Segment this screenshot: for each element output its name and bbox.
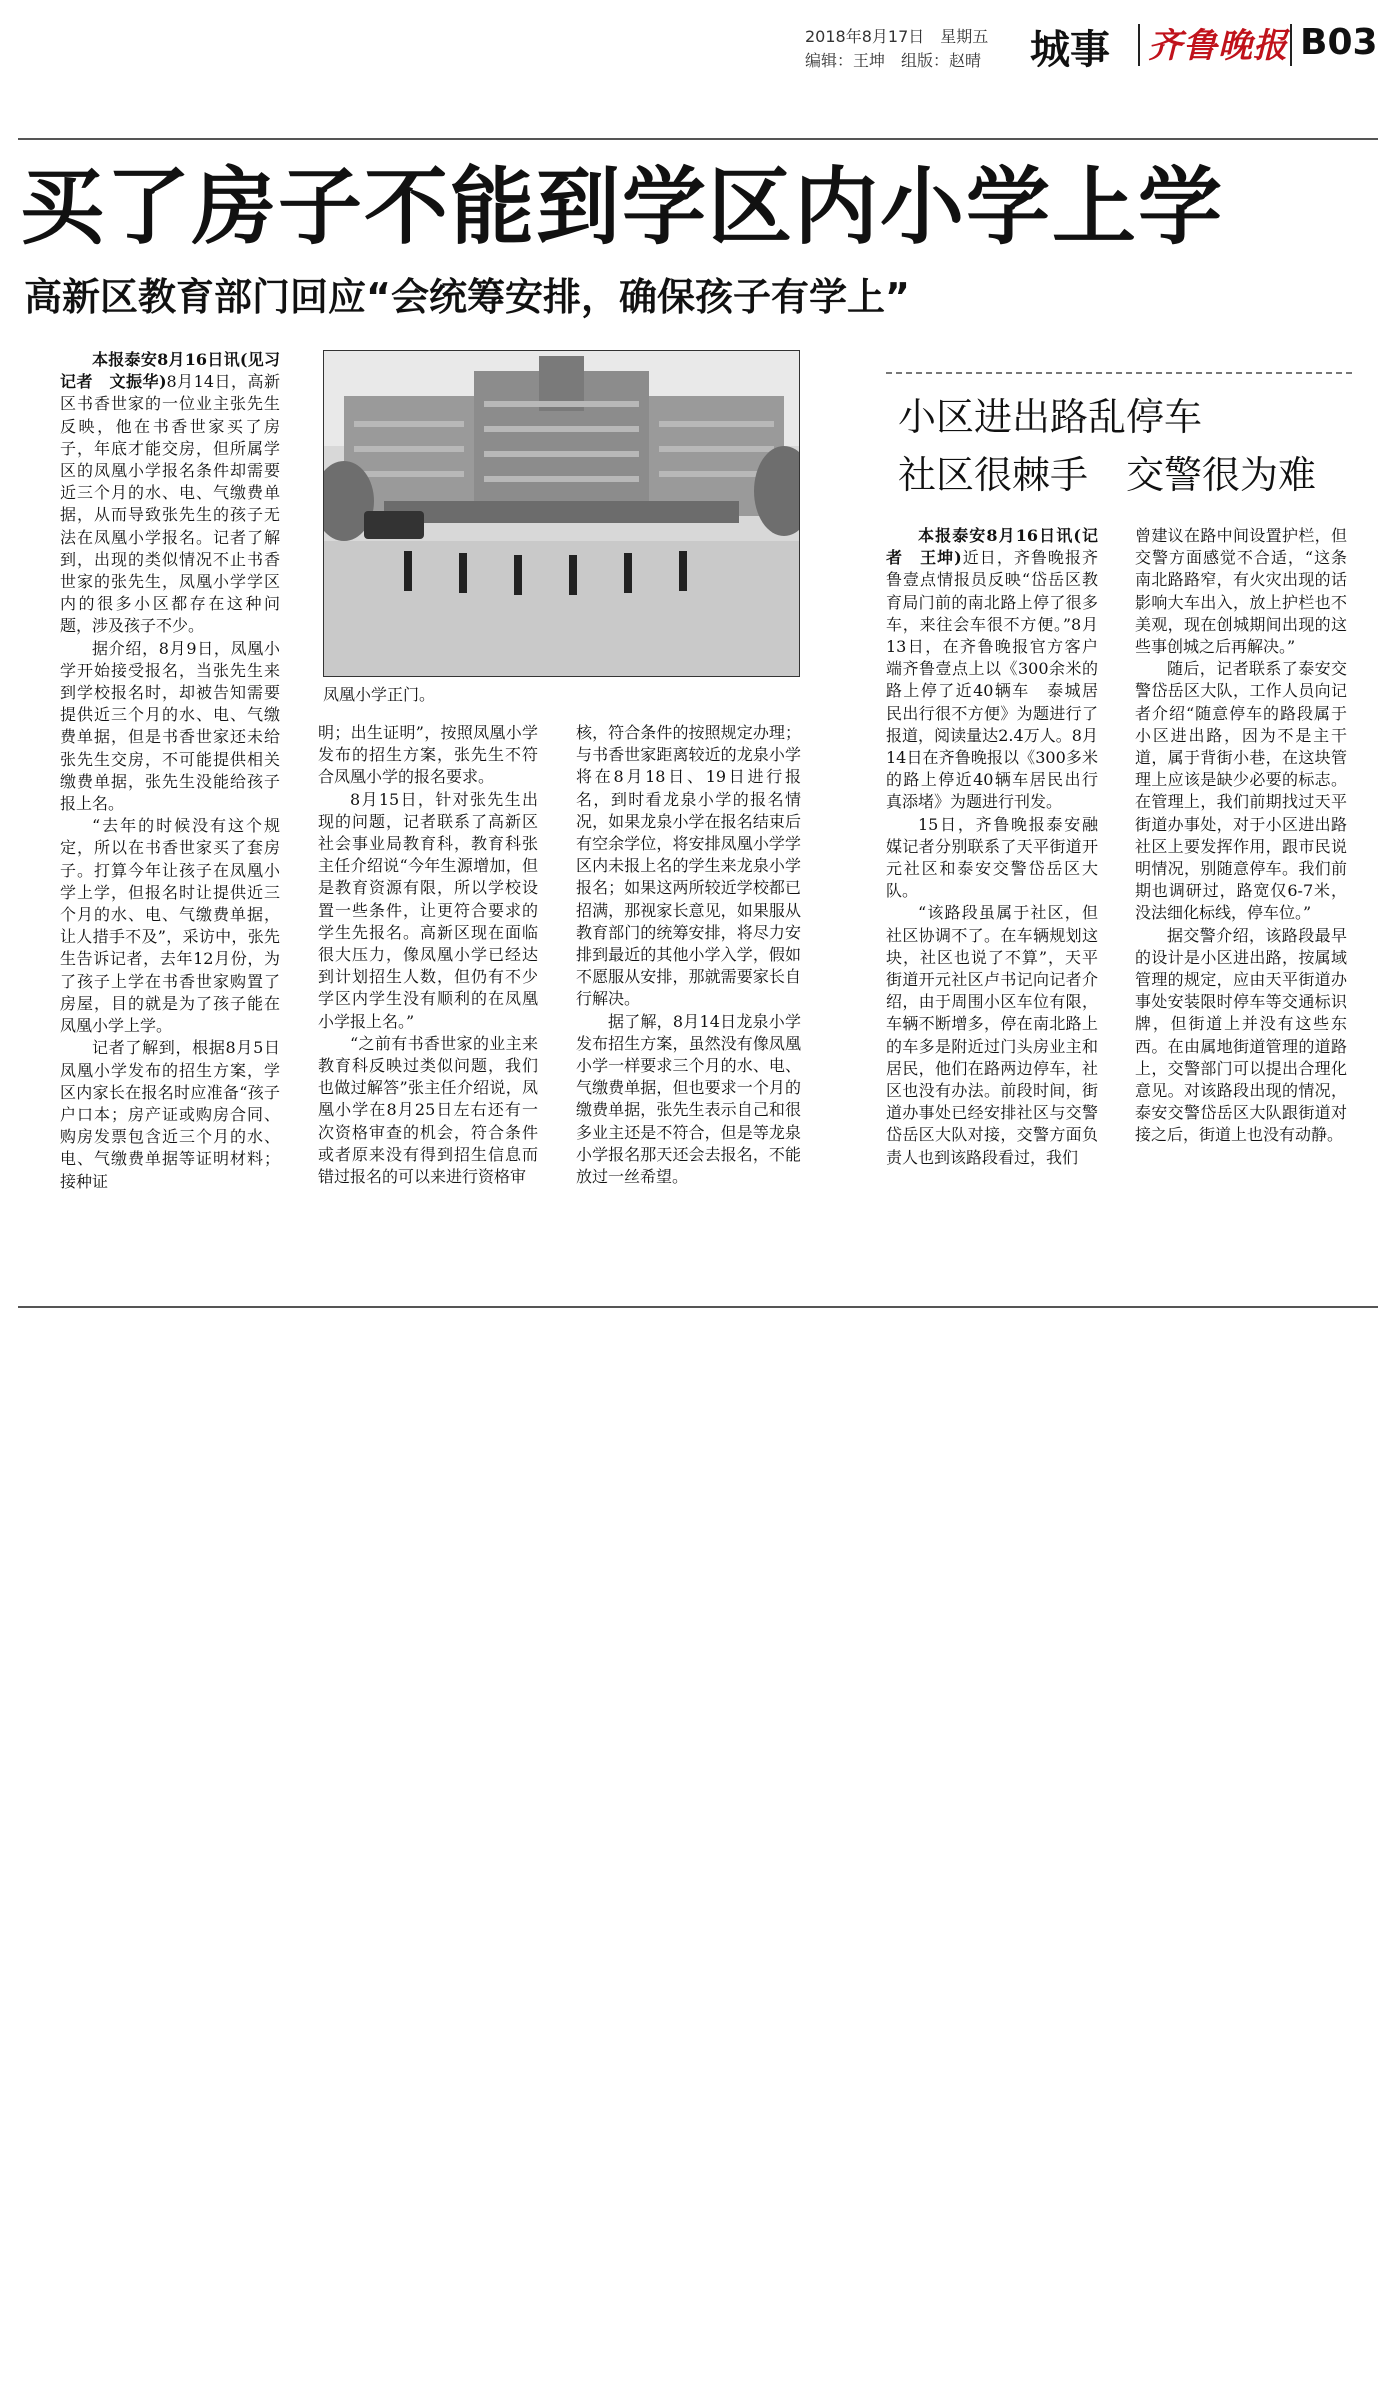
article-paragraph: 本报泰安8月16日讯(记者 王坤)近日，齐鲁晚报齐鲁壹点情报员反映“岱岳区教育局门前的南北路上停了很多车，来往会车很不方便。”8月13日，在齐鲁晚报官方客户端齐鲁壹点上以《300余米的路上停了近40辆车 泰城居民出行很不方便》为题进行了报道，阅读量达2.4万人。8月14日在齐鲁晚报以《300多米的路上停近40辆车居民出行真添堵》为题进行刊发。	[886, 526, 1098, 812]
school-gate-illustration	[324, 351, 799, 676]
article-paragraph: 随后，记者联系了泰安交警岱岳区大队，工作人员向记者介绍“随意停车的路段属于小区进出路，因为不是主干道，属于背街小巷，在这块管理上应该是缺少必要的标志。在管理上，我们前期找过天平街道办事处，对于小区进出路社区上要发挥作用，跟市民说明情况，别随意停车。我们前期也调研过，路宽仅6-7米，没法细化标线，停车位。”	[1135, 659, 1347, 923]
article-paragraph: 核，符合条件的按照规定办理；与书香世家距离较近的龙泉小学将在8月18日、19日进行报名，到时看龙泉小学的报名情况，如果龙泉小学在报名结束后有空余学位，将安排凤凰小学学区内未报上名的学生来龙泉小学报名；如果这两所较近学校都已招满，那视家长意见，如果服从教育部门的统筹安排，将尽力安排到最近的其他小学入学，假如不愿服从安排，那就需要家长自行解决。	[576, 723, 801, 1009]
article-paragraph: 记者了解到，根据8月5日凤凰小学发布的招生方案，学区内家长在报名时应准备“孩子户口本；房产证或购房合同、购房发票包含近三个月的水、电、气缴费单据等证明材料；接种证	[60, 1038, 280, 1191]
article-headline: 买了房子不能到学区内小学上学	[20, 158, 1225, 256]
article-paragraph: 曾建议在路中间设置护栏，但交警方面感觉不合适，“这条南北路路窄，有火灾出现的话影响大车出入，放上护栏也不美观，现在创城期间出现的这些事创城之后再解决。”	[1135, 526, 1347, 657]
issue-date: 2018年8月17日 星期五	[805, 27, 989, 46]
side-article-divider	[886, 372, 1352, 374]
newspaper-logo: 齐鲁晚报	[1148, 26, 1288, 66]
article-paragraph: “该路段虽属于社区，但社区协调不了。在车辆规划这块，社区也说了不算”，天平街道开元社区卢书记向记者介绍，由于周围小区车位有限，车辆不断增多，停在南北路上的车多是附近过门头房业主和居民，他们在路两边停车，社区也没有办法。前段时间，街道办事处已经安排社区与交警岱岳区大队对接，交警方面负责人也到该路段看过，我们	[886, 903, 1098, 1167]
article-paragraph: 据介绍，8月9日，凤凰小学开始接受报名，当张先生来到学校报名时，却被告知需要提供近三个月的水、电、气缴费单据，但是书香世家还未给张先生交房，不可能提供相关缴费单据，张先生没能给孩子报上名。	[60, 638, 280, 814]
article-paragraph: 8月15日，针对张先生出现的问题，记者联系了高新区社会事业局教育科，教育科张主任介绍说“今年生源增加，但是教育资源有限，所以学校设置一些条件，让更符合要求的学生先报名。高新区现在面临很大压力，像凤凰小学已经达到计划招生人数，但仍有不少学区内学生没有顺利的在凤凰小学报上名。”	[318, 789, 538, 1031]
side-article-headline: 小区进出路乱停车	[898, 395, 1203, 439]
article-column-1	[60, 349, 280, 1193]
article-paragraph: “之前有书香世家的业主来教育科反映过类似问题，我们也做过解答”张主任介绍说，凤凰小学在8月25日左右还有一次资格审查的机会，符合条件或者原来没有得到招生信息而错过报名的可以来进行资格审	[318, 1033, 538, 1187]
side-article-column-1	[886, 525, 1098, 1169]
side-article-headline: 社区很棘手 交警很为难	[898, 453, 1317, 497]
page-number: B03	[1300, 22, 1378, 63]
article-paragraph: 据了解，8月14日龙泉小学发布招生方案，虽然没有像凤凰小学一样要求三个月的水、电、气缴费单据，但也要求一个月的缴费单据，张先生表示自己和很多业主还是不符合，但是等龙泉小学报名那天还会去报名，不能放过一丝希望。	[576, 1011, 801, 1187]
article-paragraph: 本报泰安8月16日讯(见习记者 文振华)8月14日，高新区书香世家的一位业主张先生反映，他在书香世家买了房子，年底才能交房，但所属学区的凤凰小学报名条件却需要近三个月的水、电、气缴费单据，从而导致张先生的孩子无法在凤凰小学报名。记者了解到，出现的类似情况不止书香世家的张先生，凤凰小学学区内的很多小区都存在这种问题，涉及孩子不少。	[60, 350, 280, 636]
bottom-rule	[18, 1306, 1378, 1308]
article-paragraph: “去年的时候没有这个规定，所以在书香世家买了套房子。打算今年让孩子在凤凰小学上学，但报名时让提供近三个月的水、电、气缴费单据，让人措手不及”，采访中，张先生告诉记者，去年12月份，为了孩子上学在书香世家购置了房屋，目的就是为了孩子能在凤凰小学上学。	[60, 816, 280, 1036]
article-byline: 本报泰安8月16日讯(见习记者 文振华)	[60, 350, 280, 392]
photo-caption: 凤凰小学正门。	[323, 685, 436, 704]
top-rule	[18, 138, 1378, 140]
editor-credit: 编辑：王坤 组版：赵晴	[805, 51, 982, 70]
article-subhead: 高新区教育部门回应“会统筹安排，确保孩子有学上”	[24, 275, 910, 319]
school-gate-photo	[323, 350, 800, 677]
side-article-byline: 本报泰安8月16日讯(记者 王坤)	[886, 526, 1098, 568]
section-name: 城事	[1030, 27, 1110, 73]
header-divider	[1138, 24, 1140, 66]
side-article-column-2	[1135, 525, 1347, 1147]
article-paragraph: 15日，齐鲁晚报泰安融媒记者分别联系了天平街道开元社区和泰安交警岱岳区大队。	[886, 814, 1098, 901]
article-column-2	[318, 722, 538, 1188]
article-paragraph: 据交警介绍，该路段最早的设计是小区进出路，按属域管理的规定，应由天平街道办事处安装限时停车等交通标识牌，但街道上并没有这些东西。在由属地街道管理的道路上，交警部门可以提出合理化意见。对该路段出现的情况，泰安交警岱岳区大队跟街道对接之后，街道上也没有动静。	[1135, 925, 1347, 1145]
article-paragraph: 明；出生证明”，按照凤凰小学发布的招生方案，张先生不符合凤凰小学的报名要求。	[318, 723, 538, 787]
article-column-3	[576, 722, 801, 1188]
header-divider	[1290, 24, 1292, 66]
